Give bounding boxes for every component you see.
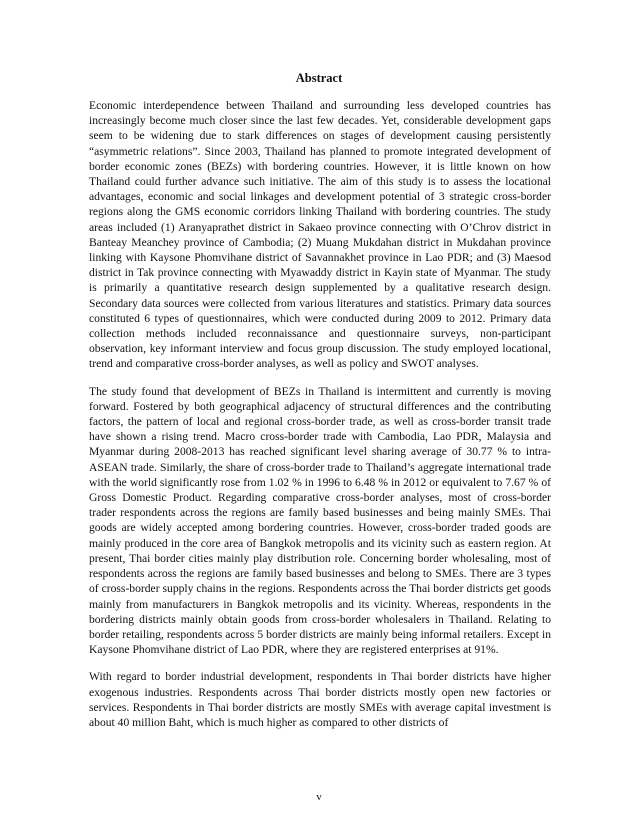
abstract-heading: Abstract [295,71,343,85]
abstract-body [89,98,551,742]
page-number: v [316,791,322,803]
abstract-paragraph-2: The study found that development of BEZs in Thailand is intermittent and currently is moving forward. Fostered by both geographical adjacency of structural differences and the contributing factors, the pattern of local and regional cross-border trade, as well as cross-border transit trade have shown a rising trend. Macro cross-border trade with Cambodia, Lao PDR, Malaysia and Myanmar during 2008-2013 has reached significant level sharing average of 30.77 % to intra-ASEAN trade. Similarly, the share of cross-border trade to Thailand’s aggregate international trade with the world significantly rose from 1.02 % in 1996 to 6.48 % in 2012 or equivalent to 7.67 % of Gross Domestic Product. Regarding comparative cross-border analyses, most of cross-border trader respondents across the regions are family based businesses and being mainly SMEs. Thai goods are widely accepted among bordering countries. However, cross-border traded goods are mainly produced in the core area of Bangkok metropolis and its vicinity such as eastern region. At present, Thai border cities mainly play distribution role. Concerning border wholesaling, most of respondents across the regions are family based businesses and belong to SMEs. There are 3 types of cross-border supply chains in the regions. Respondents across the Thai border districts get goods mainly from manufacturers in Bangkok metropolis and its vicinity. Whereas, respondents in the bordering districts mainly obtain goods from cross-border wholesalers in Thailand. Relating to border retailing, respondents across 5 border districts are mainly being informal retailers. Except in Kaysone Phomvihane district of Lao PDR, where they are registered enterprises at 91%. [89,384,551,657]
abstract-paragraph-1: Economic interdependence between Thailand and surrounding less developed countries has increasingly become much closer since the last few decades. Yet, considerable development gaps seem to be widening due to stark differences on stages of development causing persistently “asymmetric relations”. Since 2003, Thailand has planned to promote integrated development of border economic zones (BEZs) with bordering countries. However, it is little known on how Thailand could further advance such initiative. The aim of this study is to assess the locational advantages, economic and social linkages and development potential of 3 strategic cross-border regions along the GMS economic corridors linking Thailand with bordering countries. The study areas included (1) Aranyaprathet district in Sakaeo province connecting with O’Chrov district in Banteay Meanchey province of Cambodia; (2) Muang Mukdahan district in Mukdahan province linking with Kaysone Phomvihane district of Savannakhet province in Lao PDR; and (3) Maesod district in Tak province connecting with Myawaddy district in Kayin state of Myanmar. The study is primarily a quantitative research design supplemented by a qualitative research design. Secondary data sources were collected from various literatures and statistics. Primary data sources constituted 6 types of questionnaires, which were conducted during 2009 to 2012. Primary data collection methods included reconnaissance and questionnaire surveys, non-participant observation, key informant interview and focus group discussion. The study employed locational, trend and comparative cross-border analyses, as well as policy and SWOT analyses. [89,99,551,371]
abstract-paragraph-3: With regard to border industrial development, respondents in Thai border districts have higher exogenous industries. Respondents across Thai border districts mostly open new factories or services. Respondents in Thai border districts are mostly SMEs with average capital investment is about 40 million Baht, which is much higher as compared to other districts of [89,670,551,729]
